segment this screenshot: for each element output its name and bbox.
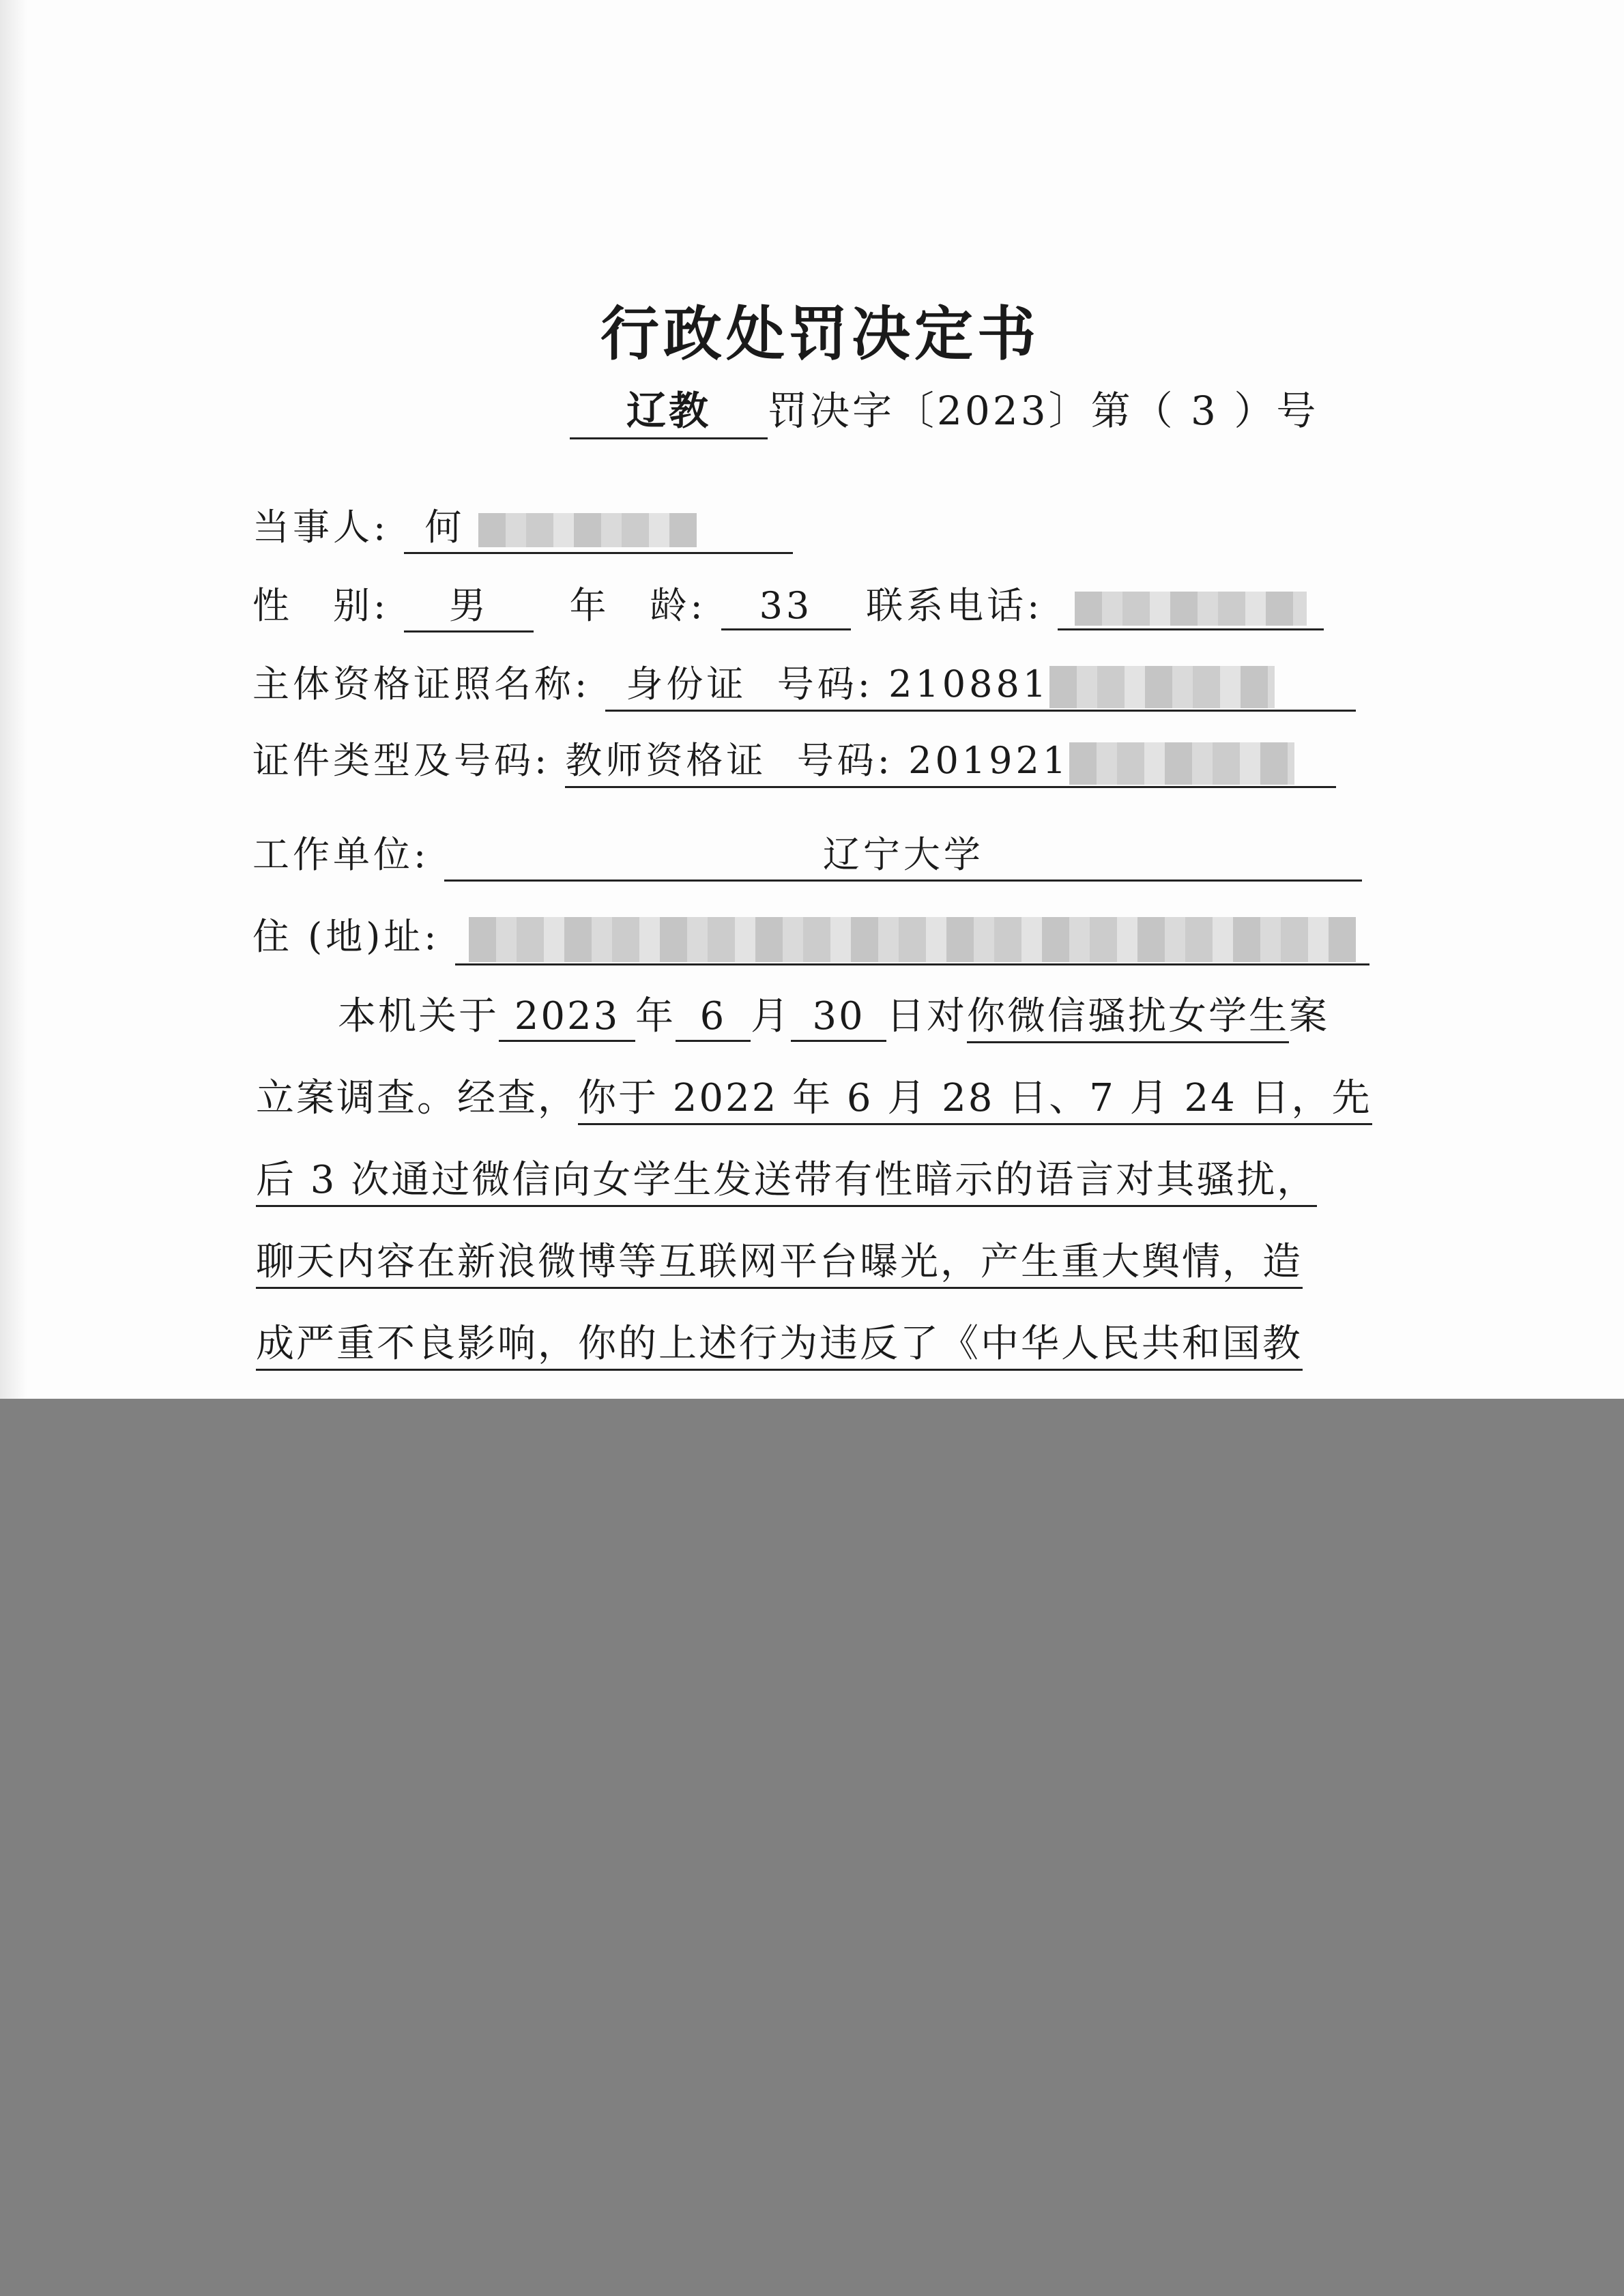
p1-text-2: 年	[635, 994, 676, 1038]
id-doc-value	[605, 655, 1356, 712]
employer-row	[252, 826, 1362, 882]
cert-label: 证件类型及号码:	[252, 739, 551, 782]
line-3-underlined: 后 3 次通过微信向女学生发送带有性暗示的语言对其骚扰，	[256, 1158, 1317, 1207]
grey-cover-overlay	[0, 1399, 1624, 2296]
p1-text-1: 本机关于	[338, 994, 499, 1038]
case-subject: 你微信骚扰女学生	[967, 994, 1289, 1043]
cert-num-label: 号码:	[796, 739, 893, 782]
address-label: 住 (地)址:	[252, 915, 440, 958]
party-value	[404, 498, 793, 554]
party-label: 当事人:	[252, 506, 390, 549]
case-month: 6	[676, 994, 751, 1042]
employer-value: 辽宁大学	[444, 826, 1362, 882]
cert-number: 201921	[908, 739, 1070, 782]
party-row	[252, 498, 793, 554]
address-value	[455, 915, 1369, 965]
body-line-1	[338, 986, 1329, 1042]
redacted-id-number	[1049, 666, 1275, 708]
gender-value: 男	[404, 577, 534, 633]
line-5-underlined: 成严重不良影响，你的上述行为违反了《中华人民共和国教	[256, 1322, 1303, 1371]
id-doc-name: 身份证	[626, 663, 747, 706]
party-name: 何	[424, 506, 465, 549]
redacted-cert-number	[1069, 742, 1294, 785]
employer-label: 工作单位:	[252, 833, 430, 876]
line-4-underlined: 聊天内容在新浪微博等互联网平台曝光，产生重大舆情，造	[256, 1240, 1303, 1289]
issuing-authority: 辽教	[570, 379, 768, 439]
redacted-name	[478, 513, 697, 547]
age-label: 年 龄:	[569, 584, 706, 627]
cert-value	[565, 731, 1336, 788]
body-line-3	[256, 1150, 1317, 1204]
body-line-5	[256, 1313, 1303, 1368]
age-value: 33	[721, 584, 851, 630]
id-doc-label: 主体资格证照名称:	[252, 663, 591, 706]
id-doc-number: 210881	[888, 663, 1050, 706]
gender-age-phone-row	[252, 577, 1324, 633]
document-title: 行政处罚决定书	[600, 300, 1040, 368]
document-number	[570, 379, 1318, 439]
p1-text-3: 月	[751, 994, 791, 1038]
id-doc-num-label: 号码:	[777, 663, 873, 706]
case-day: 30	[791, 994, 886, 1042]
cert-row	[252, 731, 1336, 788]
line-2-underlined: 你于 2022 年 6 月 28 日、7 月 24 日，先	[578, 1076, 1372, 1125]
line-2-text: 立案调查。经查，	[256, 1076, 578, 1120]
p1-text-4: 日对	[886, 994, 967, 1038]
scan-edge-shadow	[0, 0, 27, 1399]
redacted-phone	[1075, 592, 1307, 626]
id-doc-row	[252, 655, 1356, 712]
body-line-4	[256, 1232, 1303, 1286]
gender-label: 性 别:	[252, 584, 390, 627]
body-line-2	[256, 1068, 1372, 1122]
p1-text-5: 案	[1289, 994, 1329, 1038]
case-year: 2023	[499, 994, 635, 1042]
phone-value	[1058, 584, 1324, 630]
doc-number-value: 3	[1191, 388, 1219, 434]
address-row	[252, 907, 1369, 965]
phone-label: 联系电话:	[866, 584, 1043, 627]
cert-name: 教师资格证	[565, 739, 767, 782]
redacted-address	[469, 917, 1356, 962]
doc-number-mid: 罚决字〔2023〕第（	[768, 388, 1176, 434]
doc-number-suffix: ）号	[1234, 388, 1319, 434]
